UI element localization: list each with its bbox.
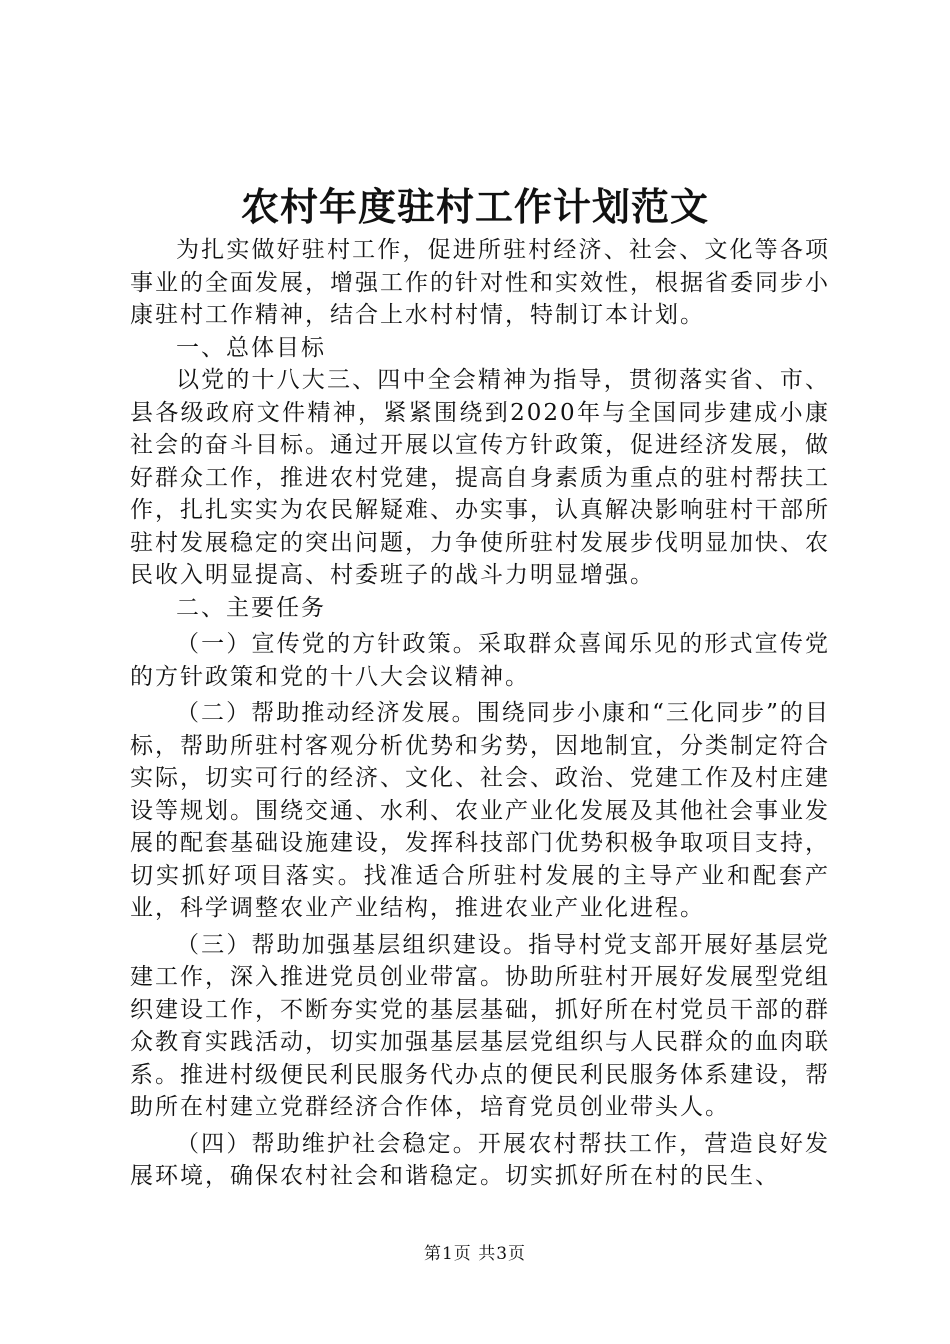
intro-paragraph: 为扎实做好驻村工作，促进所驻村经济、社会、文化等各项事业的全面发展，增强工作的针对性和实效性，根据省委同步小康驻村工作精神，结合上水村村情，特制订本计划。 bbox=[130, 237, 830, 328]
document-body bbox=[130, 234, 830, 1193]
task-paragraph-1: （一）宣传党的方针政策。采取群众喜闻乐见的形式宣传党的方针政策和党的十八大会议精神。 bbox=[130, 631, 830, 690]
section-heading-overall-goal: 一、总体目标 bbox=[176, 334, 326, 361]
task-paragraph-2: （二）帮助推动经济发展。围绕同步小康和“三化同步”的目标，帮助所驻村客观分析优势和劣势，因地制宜，分类制定符合实际，切实可行的经济、文化、社会、政治、党建工作及村庄建设等规划。围绕交通、水利、农业产业化发展及其他社会事业发展的配套基础设施建设，发挥科技部门优势积极争取项目支持，切实抓好项目落实。找准适合所驻村发展的主导产业和配套产业，科学调整农业产业结构，推进农业产业化进程。 bbox=[130, 700, 830, 921]
task-paragraph-4: （四）帮助维护社会稳定。开展农村帮扶工作，营造良好发展环境，确保农村社会和谐稳定。切实抓好所在村的民生、 bbox=[130, 1130, 830, 1189]
overall-goal-paragraph: 以党的十八大三、四中全会精神为指导，贯彻落实省、市、县各级政府文件精神，紧紧围绕到2020年与全国同步建成小康社会的奋斗目标。通过开展以宣传方针政策，促进经济发展，做好群众工作，推进农村党建，提高自身素质为重点的驻村帮扶工作，扎扎实实为农民解疑难、办实事，认真解决影响驻村干部所驻村发展稳定的突出问题，力争使所驻村发展步伐明显加快、农民收入明显提高、村委班子的战斗力明显增强。 bbox=[130, 367, 830, 588]
section-heading-main-tasks: 二、主要任务 bbox=[176, 594, 326, 621]
document-title: 农村年度驻村工作计划范文 bbox=[240, 184, 709, 229]
task-paragraph-3: （三）帮助加强基层组织建设。指导村党支部开展好基层党建工作，深入推进党员创业带富。协助所驻村开展好发展型党组织建设工作，不断夯实党的基层基础，抓好所在村党员干部的群众教育实践活动，切实加强基层基层党组织与人民群众的血肉联系。推进村级便民利民服务代办点的便民利民服务体系建设，帮助所在村建立党群经济合作体，培育党员创业带头人。 bbox=[130, 931, 830, 1120]
page-number-footer: 第1页 共3页 bbox=[423, 1244, 527, 1264]
